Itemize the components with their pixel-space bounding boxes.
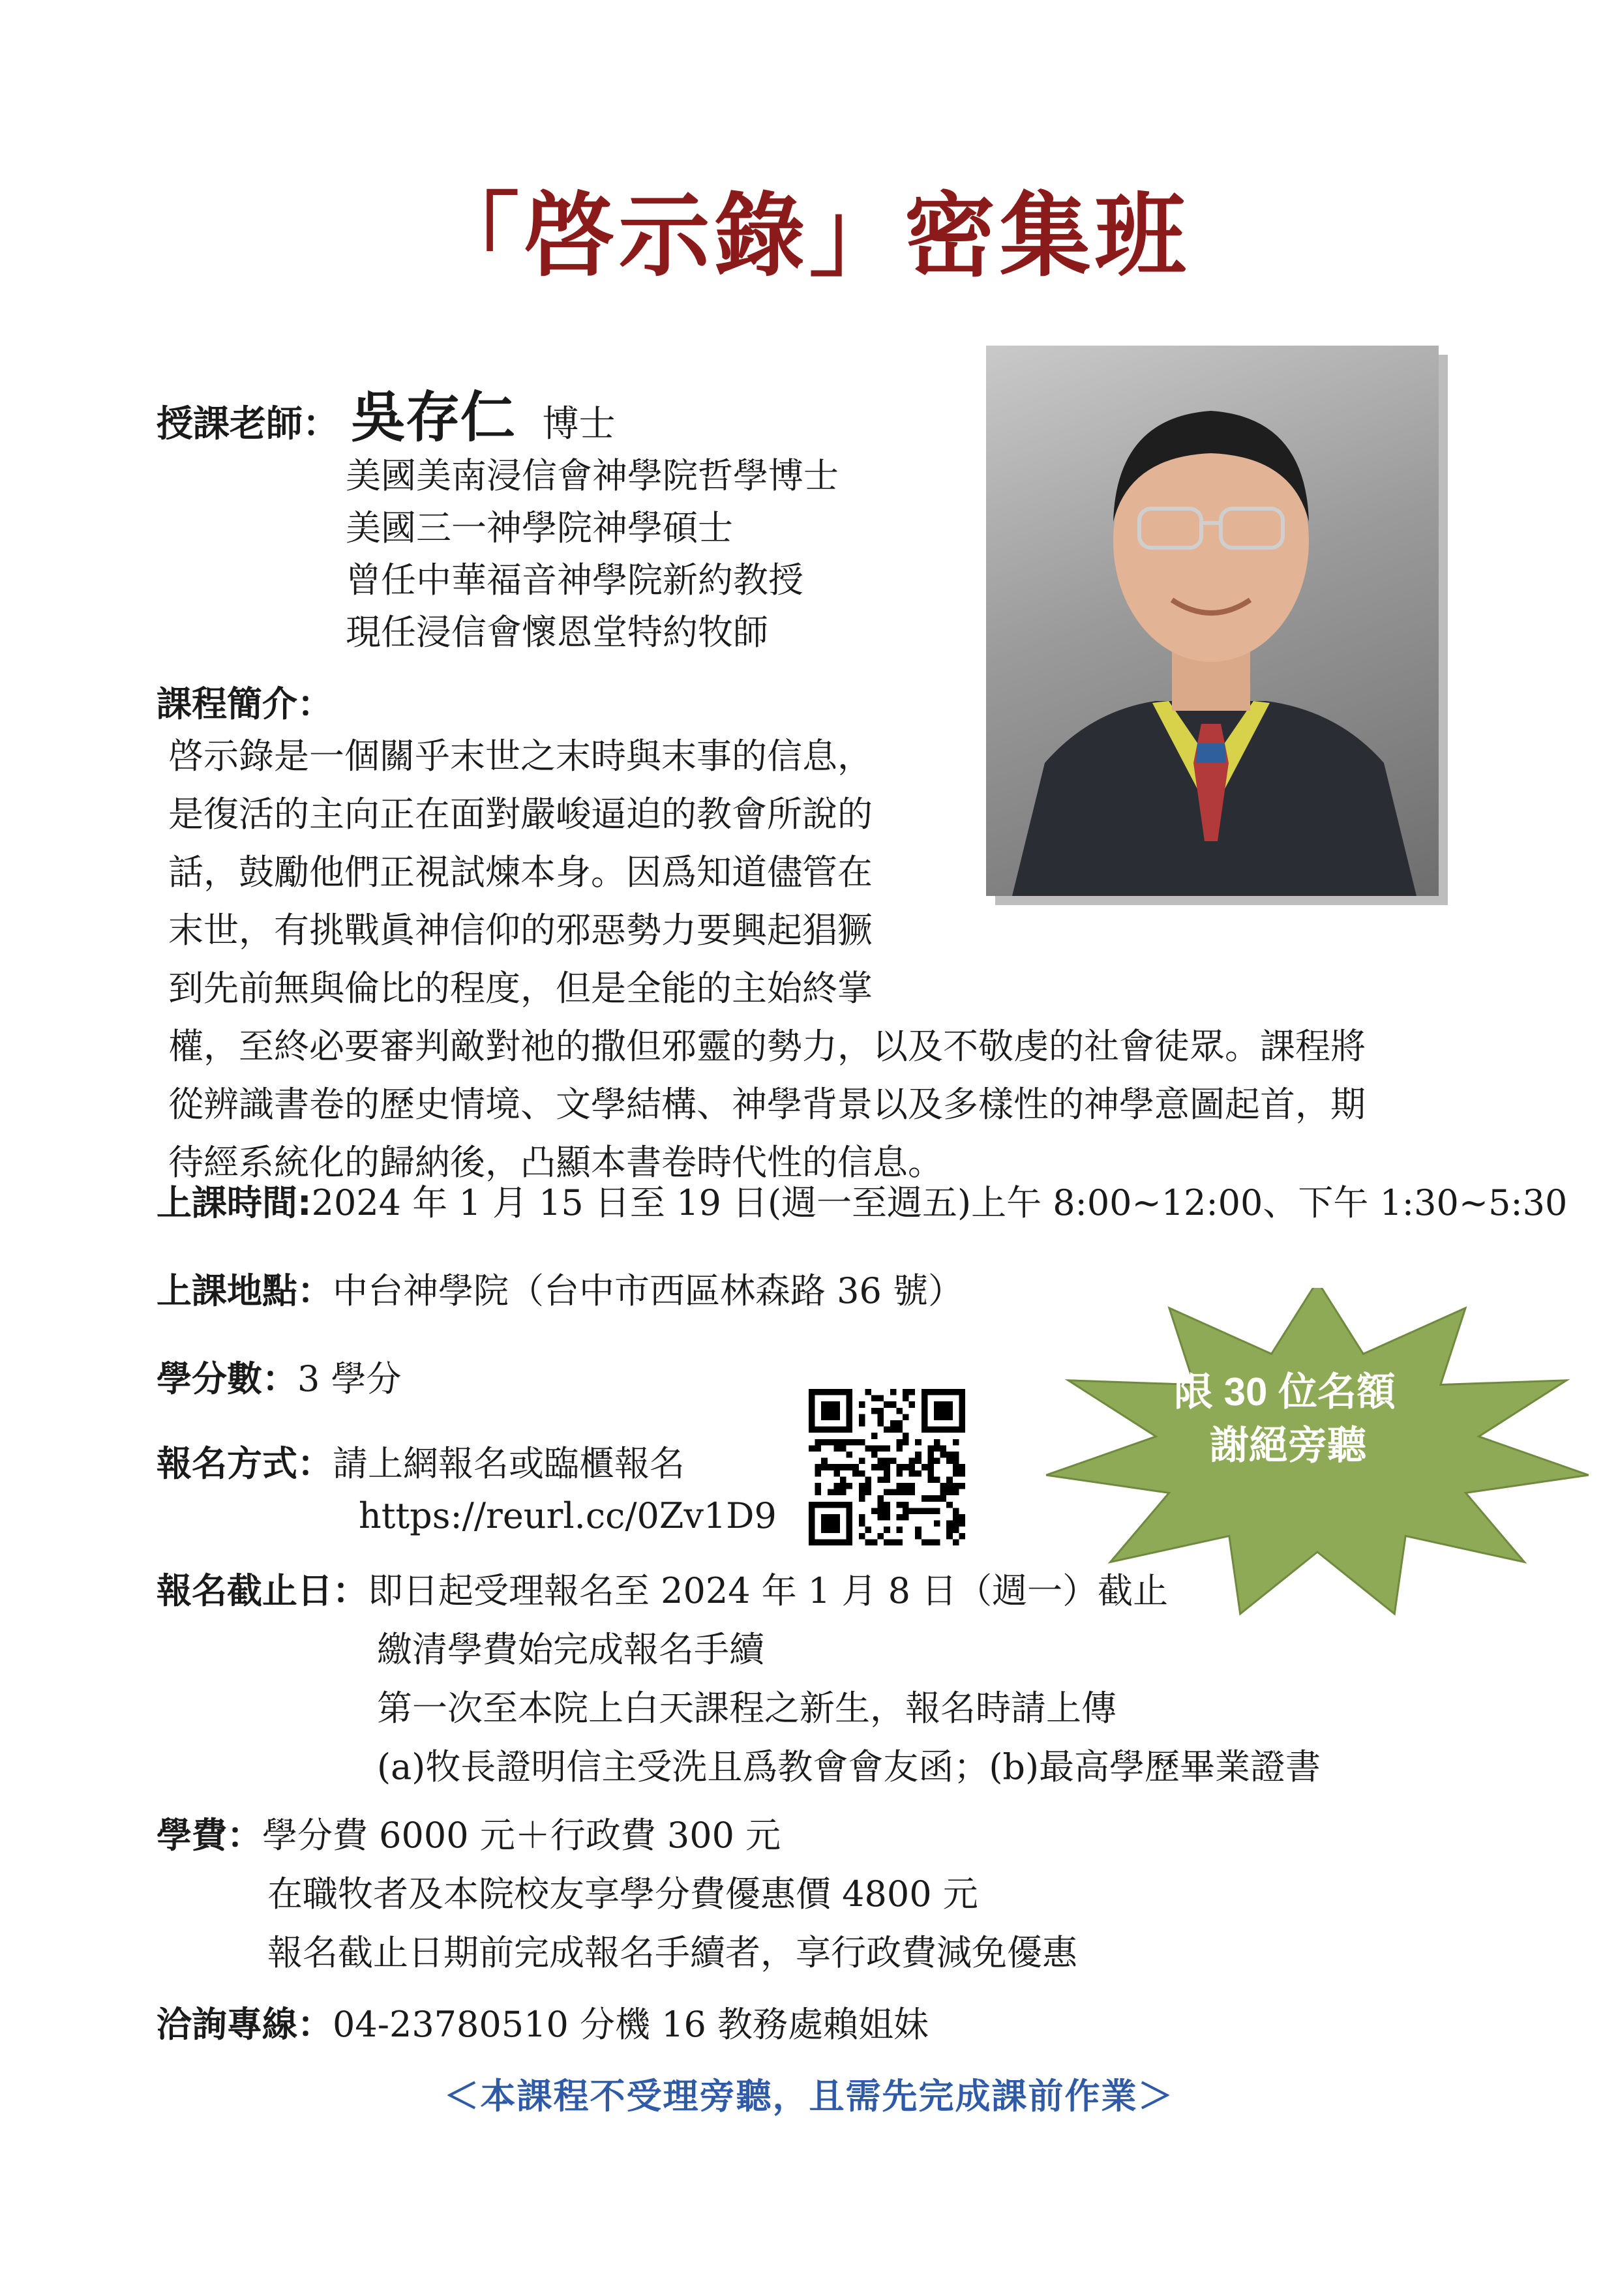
deadline-line: 第一次至本院上白天課程之新生，報名時請上傳 <box>377 1688 1116 1729</box>
credits-value: 3 學分 <box>297 1358 402 1399</box>
deadline-line: (a)牧長證明信主受洗且爲教會會友函；(b)最高學歷畢業證書 <box>377 1746 1321 1787</box>
contact-label: 洽詢專線： <box>157 2004 333 2045</box>
registration-label: 報名方式： <box>157 1443 333 1484</box>
schedule-label: 上課時間: <box>157 1182 312 1223</box>
registration-url[interactable]: https://reurl.cc/0Zv1D9 <box>359 1495 777 1536</box>
intro-line: 啓示錄是一個關乎末世之末時與末事的信息， <box>168 736 873 777</box>
deadline-label: 報名截止日： <box>157 1570 368 1611</box>
registration-row <box>157 1438 685 1490</box>
fees-line: 學分費 6000 元＋行政費 300 元 <box>262 1815 781 1856</box>
location-value: 中台神學院（台中市西區林森路 36 號） <box>333 1270 964 1311</box>
intro-line: 待經系統化的歸納後，凸顯本書卷時代性的信息。 <box>168 1142 943 1183</box>
teacher-row <box>157 385 616 451</box>
contact-row <box>157 1999 929 2051</box>
badge-line2: 謝絕旁聽 <box>1210 1424 1366 1467</box>
deadline-row <box>157 1565 1168 1617</box>
teacher-label: 授課老師： <box>157 403 339 445</box>
schedule-value: 2024 年 1 月 15 日至 19 日(週一至週五)上午 8:00~12:00、下午 1:30~5:30 <box>311 1182 1568 1223</box>
intro-line: 末世，有挑戰眞神信仰的邪惡勢力要興起猖獗 <box>168 910 873 951</box>
teacher-title: 博士 <box>542 403 616 445</box>
credits-row <box>157 1353 402 1405</box>
deadline-line: 繳清學費始完成報名手續 <box>377 1629 764 1670</box>
contact-value: 04-23780510 分機 16 教務處賴姐妹 <box>333 2004 929 2045</box>
credential-3: 曾任中華福音神學院新約教授 <box>346 559 803 601</box>
schedule-row <box>157 1177 1567 1229</box>
badge-line1: 限 30 位名額 <box>1173 1370 1396 1414</box>
credits-label: 學分數： <box>157 1358 297 1399</box>
teacher-name: 吳存仁 <box>350 385 515 449</box>
intro-line: 話，鼓勵他們正視試煉本身。因爲知道儘管在 <box>168 852 873 893</box>
credential-1: 美國美南浸信會神學院哲學博士 <box>346 455 839 496</box>
intro-label: 課程簡介： <box>157 683 333 724</box>
location-row <box>157 1265 963 1317</box>
footer-note: ＜本課程不受理旁聽，且需先完成課前作業＞ <box>443 2075 1175 2117</box>
intro-line: 是復活的主向正在面對嚴峻逼迫的教會所說的 <box>168 794 873 835</box>
credential-4: 現任浸信會懷恩堂特約牧師 <box>346 612 768 653</box>
intro-line: 權，至終必要審判敵對祂的撒但邪靈的勢力，以及不敬虔的社會徒眾。課程將 <box>168 1026 1366 1067</box>
fees-label: 學費： <box>157 1815 262 1856</box>
location-label: 上課地點： <box>157 1270 333 1311</box>
intro-line: 到先前無與倫比的程度，但是全能的主始終掌 <box>168 968 873 1009</box>
registration-value: 請上網報名或臨櫃報名 <box>333 1443 685 1484</box>
fees-row <box>157 1810 781 1862</box>
page-title: 「啓示錄」密集班 <box>428 183 1190 290</box>
fees-line: 在職牧者及本院校友享學分費優惠價 4800 元 <box>267 1873 978 1915</box>
intro-text <box>168 727 1446 1191</box>
intro-line: 從辨識書卷的歷史情境、文學結構、神學背景以及多樣性的神學意圖起首，期 <box>168 1084 1366 1125</box>
fees-line: 報名截止日期前完成報名手續者，享行政費減免優惠 <box>267 1932 1077 1973</box>
deadline-line: 即日起受理報名至 2024 年 1 月 8 日（週一）截止 <box>368 1570 1169 1611</box>
qr-code[interactable] <box>809 1389 965 1545</box>
credential-2: 美國三一神學院神學碩士 <box>346 507 733 548</box>
